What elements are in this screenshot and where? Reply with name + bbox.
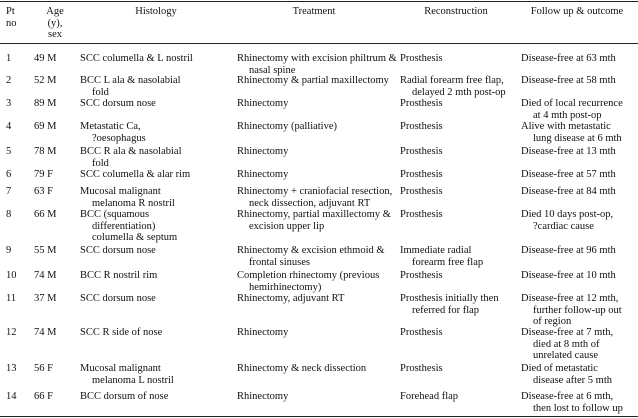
cell-pt-line: 2 (6, 75, 12, 86)
cell-age-line: 56 F (34, 363, 53, 374)
cell-histology-line: SCC dorsum nose (80, 98, 156, 109)
cell-reconstruction-line: Prosthesis (400, 169, 443, 180)
cell-follow-up (521, 391, 623, 414)
cell-follow-up-line: Disease-free at 12 mth, (521, 293, 619, 304)
cell-reconstruction (400, 146, 443, 158)
cell-age (34, 98, 56, 110)
cell-reconstruction-line: referred for flap (412, 304, 480, 316)
cell-follow-up (521, 293, 622, 328)
cell-age-line: 69 M (34, 121, 57, 132)
cell-histology (80, 75, 181, 98)
cell-reconstruction-line: Prosthesis (400, 327, 443, 338)
header-reconstruction: Reconstruction (424, 6, 488, 17)
cell-pt (6, 293, 16, 305)
table-header (0, 0, 638, 43)
cell-age (34, 391, 53, 403)
cell-histology (80, 53, 193, 65)
cell-pt (6, 75, 11, 87)
cell-follow-up (521, 121, 622, 144)
cell-histology (80, 186, 175, 209)
cell-treatment-line: excision upper lip (249, 220, 325, 232)
cell-treatment-line: Rhinectomy (237, 98, 289, 109)
cell-histology (80, 327, 162, 339)
cell-age (34, 327, 56, 339)
cell-treatment-line: Rhinectomy (237, 391, 289, 402)
cell-reconstruction-line: Prosthesis (400, 209, 443, 220)
cell-pt-line: 8 (6, 209, 12, 220)
cell-pt-line: 6 (6, 169, 12, 180)
header-follow-up: Follow up & outcome (530, 6, 624, 17)
cell-pt-line: 7 (6, 186, 12, 197)
cell-age-line: 78 M (34, 146, 57, 157)
cell-treatment (237, 75, 389, 87)
cell-reconstruction (400, 327, 443, 339)
cell-treatment (237, 121, 337, 133)
cell-treatment-line: Rhinectomy (237, 146, 289, 157)
cell-age-line: 79 F (34, 169, 53, 180)
cell-pt-line: 5 (6, 146, 12, 157)
cell-age (34, 121, 56, 133)
cell-pt-line: 4 (6, 121, 12, 132)
cell-reconstruction (400, 53, 443, 65)
header-age-line-3: sex (48, 29, 62, 40)
cell-reconstruction-line: forearm free flap (412, 256, 484, 268)
cell-treatment-line: Rhinectomy & partial maxillectomy (237, 75, 389, 86)
cell-histology-line: Mucosal malignant (80, 363, 161, 374)
header-pt (6, 6, 17, 29)
cell-pt-line: 1 (6, 53, 12, 64)
cell-follow-up-line: Disease-free at 96 mth (521, 245, 616, 256)
cell-treatment-line: Rhinectomy, partial maxillectomy & (237, 209, 391, 220)
cell-treatment (237, 53, 397, 76)
cell-treatment-line: neck dissection, adjuvant RT (249, 197, 371, 209)
cell-follow-up-line: further follow-up out (533, 304, 622, 316)
cell-follow-up (521, 169, 616, 181)
cell-treatment-line: nasal spine (249, 64, 296, 76)
cell-follow-up (521, 209, 613, 232)
cell-age-line: 74 M (34, 270, 57, 281)
cell-pt (6, 327, 17, 339)
cell-follow-up (521, 270, 616, 282)
cell-histology-line: melanoma L nostril (92, 374, 174, 386)
cell-pt (6, 98, 11, 110)
cell-treatment (237, 209, 391, 232)
cell-histology-line: Mucosal malignant (80, 186, 161, 197)
cell-pt (6, 209, 11, 221)
cell-histology (80, 293, 156, 305)
cell-reconstruction (400, 209, 443, 221)
cell-follow-up (521, 186, 616, 198)
cell-treatment-line: Completion rhinectomy (previous (237, 270, 380, 281)
cell-histology-line: fold (92, 86, 109, 98)
cell-treatment (237, 270, 379, 293)
cell-age-line: 66 F (34, 391, 53, 402)
cell-pt (6, 186, 11, 198)
cell-histology-line: SCC dorsum nose (80, 293, 156, 304)
cell-pt (6, 53, 11, 65)
cell-reconstruction-line: Immediate radial (400, 245, 472, 256)
cell-histology-line: BCC R nostril rim (80, 270, 158, 281)
cell-follow-up-line: Died of local recurrence (521, 98, 623, 109)
cell-follow-up-line: Disease-free at 63 mth (521, 53, 616, 64)
cell-follow-up-line: Disease-free at 84 mth (521, 186, 616, 197)
cell-reconstruction (400, 245, 483, 268)
cell-treatment-line: hemirhinectomy) (249, 281, 322, 293)
cell-follow-up-line: Died of metastatic (521, 363, 598, 374)
cell-follow-up-line: Disease-free at 57 mth (521, 169, 616, 180)
cell-follow-up-line: of region (533, 316, 572, 327)
header-rule (0, 43, 638, 44)
cell-pt-line: 11 (6, 293, 17, 304)
cell-pt-line: 12 (6, 327, 17, 338)
cell-histology-line: SCC columella & L nostril (80, 53, 193, 64)
cell-follow-up-line: Alive with metastatic (521, 121, 611, 132)
cell-histology (80, 121, 146, 144)
cell-treatment-line: Rhinectomy (237, 169, 289, 180)
cell-reconstruction (400, 186, 443, 198)
cell-follow-up (521, 327, 613, 362)
cell-pt-line: 9 (6, 245, 12, 256)
cell-treatment (237, 186, 392, 209)
cell-treatment-line: Rhinectomy & excision ethmoid & (237, 245, 385, 256)
cell-age-line: 37 M (34, 293, 57, 304)
cell-follow-up-line: Disease-free at 13 mth (521, 146, 616, 157)
cell-reconstruction (400, 169, 443, 181)
header-treatment: Treatment (292, 6, 336, 17)
cell-pt (6, 391, 17, 403)
cell-age (34, 209, 56, 221)
cell-age-line: 49 M (34, 53, 57, 64)
cell-histology-line: BCC (squamous (80, 209, 150, 220)
cell-histology-line: SCC columella & alar rim (80, 169, 191, 180)
cell-reconstruction-line: Prosthesis (400, 363, 443, 374)
cell-follow-up (521, 53, 616, 65)
cell-age (34, 75, 56, 87)
cell-histology-line: BCC dorsum of nose (80, 391, 169, 402)
cell-histology (80, 146, 182, 169)
cell-histology-line: differentiation) (92, 220, 156, 232)
cell-reconstruction-line: Prosthesis (400, 186, 443, 197)
cell-reconstruction (400, 293, 499, 316)
cell-age-line: 63 F (34, 186, 53, 197)
cell-pt-line: 3 (6, 98, 12, 109)
cell-age-line: 52 M (34, 75, 57, 86)
cell-pt-line: 13 (6, 363, 17, 374)
cell-pt (6, 121, 11, 133)
cell-reconstruction-line: delayed 2 mth post-op (412, 86, 506, 98)
cell-histology-line: BCC R ala & nasolabial (80, 146, 182, 157)
cell-age-line: 74 M (34, 327, 57, 338)
cell-pt-line: 14 (6, 391, 17, 402)
cell-follow-up-line: died at 8 mth of (533, 338, 600, 350)
cell-reconstruction (400, 75, 506, 98)
cell-histology (80, 209, 177, 244)
cell-reconstruction-line: Prosthesis (400, 270, 443, 281)
cell-histology-line: Metastatic Ca, (80, 121, 141, 132)
cell-follow-up-line: Disease-free at 58 mth (521, 75, 616, 86)
cell-histology (80, 270, 157, 282)
cell-treatment-line: frontal sinuses (249, 256, 310, 268)
cell-follow-up-line: Disease-free at 6 mth, (521, 391, 614, 402)
cell-histology (80, 363, 174, 386)
cell-reconstruction-line: Prosthesis initially then (400, 293, 499, 304)
header-pt-line-1: Pt (6, 6, 15, 17)
cell-reconstruction-line: Prosthesis (400, 53, 443, 64)
cell-age (34, 186, 53, 198)
cell-histology-line: ?oesophagus (92, 132, 146, 144)
header-age-line-2: (y), (47, 17, 63, 29)
cell-treatment-line: Rhinectomy + craniofacial resection, (237, 186, 393, 197)
cell-age-line: 55 M (34, 245, 57, 256)
cell-treatment (237, 169, 288, 181)
cell-reconstruction (400, 121, 443, 133)
cell-treatment-line: Rhinectomy (palliative) (237, 121, 338, 132)
cell-treatment-line: Rhinectomy with excision philtrum & (237, 53, 397, 64)
cell-histology-line: columella & septum (92, 232, 178, 243)
cell-reconstruction-line: Forehead flap (400, 391, 459, 402)
cell-follow-up-line: Disease-free at 10 mth (521, 270, 616, 281)
cell-pt (6, 245, 11, 257)
cell-treatment (237, 363, 366, 375)
cell-follow-up (521, 146, 616, 158)
cell-age (34, 245, 56, 257)
cell-follow-up-line: unrelated cause (533, 350, 599, 361)
cell-age-line: 66 M (34, 209, 57, 220)
cell-age-line: 89 M (34, 98, 57, 109)
cell-treatment-line: Rhinectomy & neck dissection (237, 363, 367, 374)
header-age-line-1: Age (46, 6, 64, 17)
cell-follow-up (521, 363, 612, 386)
cell-follow-up (521, 245, 616, 257)
cell-treatment (237, 391, 288, 403)
cell-age (34, 146, 56, 158)
cell-reconstruction (400, 363, 443, 375)
cell-pt (6, 270, 17, 282)
cell-age (34, 169, 53, 181)
cell-reconstruction (400, 270, 443, 282)
cell-follow-up-line: then lost to follow up (533, 402, 623, 414)
cell-histology (80, 391, 168, 403)
cell-treatment-line: Rhinectomy, adjuvant RT (237, 293, 345, 304)
cell-reconstruction-line: Prosthesis (400, 146, 443, 157)
cell-histology-line: SCC dorsum nose (80, 245, 156, 256)
cell-reconstruction-line: Prosthesis (400, 121, 443, 132)
cell-reconstruction-line: Prosthesis (400, 98, 443, 109)
cell-histology (80, 245, 156, 257)
cell-follow-up-line: Died 10 days post-op, (521, 209, 614, 220)
cell-follow-up-line: ?cardiac cause (533, 220, 594, 232)
cell-reconstruction (400, 391, 458, 403)
cell-treatment (237, 293, 344, 305)
cell-pt-line: 10 (6, 270, 17, 281)
cell-follow-up-line: at 4 mth post-op (533, 109, 602, 121)
cell-age (34, 270, 56, 282)
cell-age (34, 293, 56, 305)
cell-treatment-line: Rhinectomy (237, 327, 289, 338)
cell-histology (80, 169, 190, 181)
cell-treatment (237, 245, 385, 268)
cell-reconstruction (400, 98, 443, 110)
cell-treatment (237, 146, 288, 158)
cell-pt (6, 363, 17, 375)
cell-treatment (237, 327, 288, 339)
cell-age (34, 53, 56, 65)
cell-follow-up (521, 98, 623, 121)
cell-histology (80, 98, 156, 110)
cell-follow-up (521, 75, 616, 87)
header-histology: Histology (135, 6, 177, 17)
header-pt-line-2: no (6, 17, 17, 29)
cell-pt (6, 146, 11, 158)
bottom-rule (0, 416, 638, 417)
cell-reconstruction-line: Radial forearm free flap, (400, 75, 504, 86)
cell-treatment (237, 98, 288, 110)
cell-histology-line: BCC L ala & nasolabial (80, 75, 181, 86)
cell-histology-line: SCC R side of nose (80, 327, 163, 338)
cell-pt (6, 169, 11, 181)
cell-follow-up-line: disease after 5 mth (533, 374, 613, 386)
header-age (34, 6, 76, 41)
cell-age (34, 363, 53, 375)
cell-histology-line: fold (92, 157, 109, 169)
cell-follow-up-line: Disease-free at 7 mth, (521, 327, 614, 338)
cell-follow-up-line: lung disease at 6 mth (533, 132, 622, 144)
cell-histology-line: melanoma R nostril (92, 197, 175, 209)
